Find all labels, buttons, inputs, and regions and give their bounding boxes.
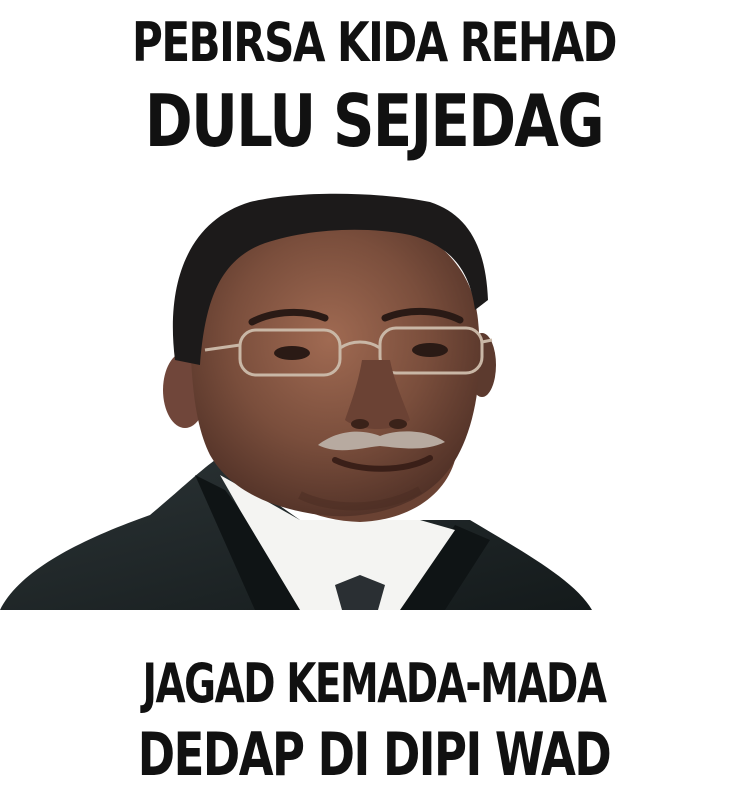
- nostril-right: [389, 419, 407, 429]
- top-caption: [0, 8, 748, 164]
- nostril-left: [351, 419, 369, 429]
- bottom-caption: [0, 650, 748, 792]
- right-eye: [412, 343, 448, 357]
- top-caption-line-2: DULU SEJEDAG: [144, 79, 604, 163]
- left-eye: [274, 346, 310, 360]
- top-caption-line-1: PEBIRSA KIDA REHAD: [132, 11, 616, 74]
- portrait-photo: [0, 190, 748, 620]
- bottom-caption-line-2: DEDAP DI DIPI WAD: [137, 720, 611, 790]
- bottom-caption-line-1: JAGAD KEMADA-MADA: [142, 652, 606, 715]
